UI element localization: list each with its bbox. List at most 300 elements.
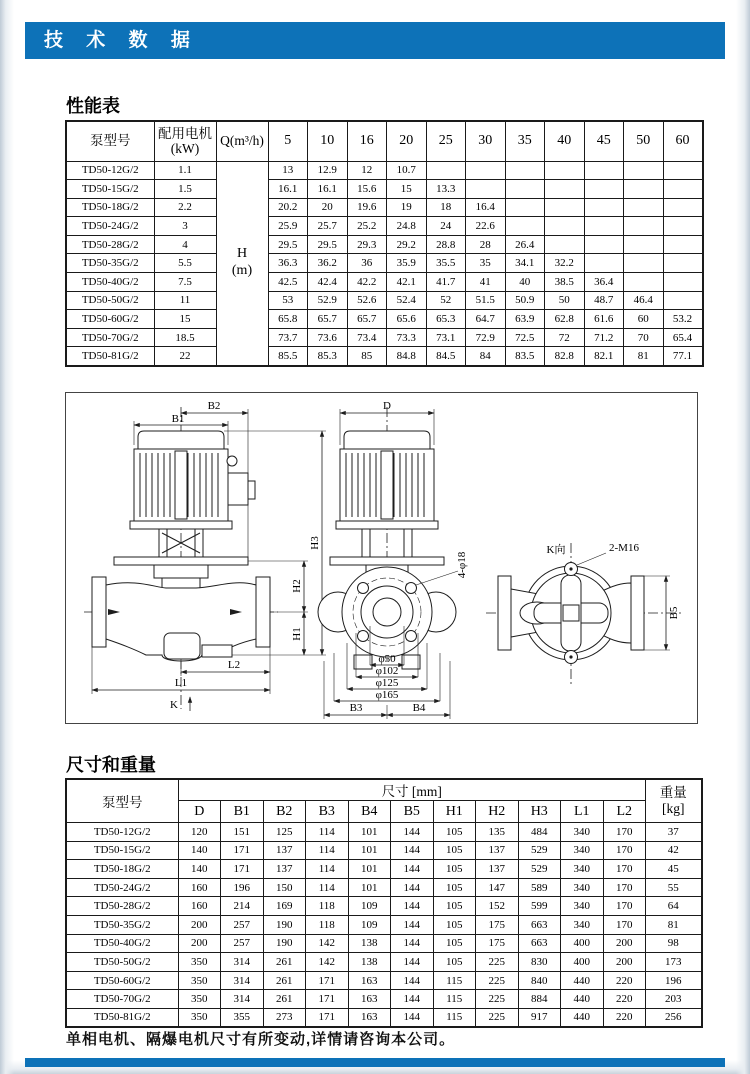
size-value-cell: 118 xyxy=(306,915,349,934)
weight-value-cell: 256 xyxy=(646,1008,702,1027)
size-value-cell: 220 xyxy=(603,971,646,990)
page-edge-left xyxy=(0,0,14,1074)
table-row xyxy=(66,841,702,860)
size-value-cell: 160 xyxy=(178,878,221,897)
size-value-cell: 400 xyxy=(561,934,604,953)
size-value-cell: 175 xyxy=(476,915,519,934)
head-value-cell xyxy=(624,161,664,180)
size-value-cell: 138 xyxy=(348,953,391,972)
size-value-cell: 150 xyxy=(263,878,306,897)
weight-value-cell: 203 xyxy=(646,990,702,1009)
pump-model-cell: TD50-35G/2 xyxy=(66,254,154,273)
head-value-cell: 84.8 xyxy=(387,347,427,366)
size-value-cell: 340 xyxy=(561,915,604,934)
head-value-cell: 28 xyxy=(466,235,506,254)
table-row xyxy=(66,971,702,990)
dim-label-l1: L1 xyxy=(174,677,188,689)
head-value-cell: 83.5 xyxy=(505,347,545,366)
size-value-cell: 135 xyxy=(476,823,519,842)
head-value-cell xyxy=(663,273,703,292)
size-value-cell: 261 xyxy=(263,953,306,972)
bolt-hole-icon xyxy=(406,583,417,594)
size-value-cell: 115 xyxy=(433,990,476,1009)
pump-top-view xyxy=(486,542,684,685)
size-value-cell: 105 xyxy=(433,878,476,897)
size-value-cell: 884 xyxy=(518,990,561,1009)
page-edge-right xyxy=(736,0,750,1074)
size-value-cell: 170 xyxy=(603,823,646,842)
head-value-cell: 41 xyxy=(466,273,506,292)
head-value-cell: 82.1 xyxy=(584,347,624,366)
table-row xyxy=(66,878,702,897)
head-value-cell: 84.5 xyxy=(426,347,466,366)
size-value-cell: 196 xyxy=(221,878,264,897)
table-row xyxy=(66,897,702,916)
size-value-cell: 115 xyxy=(433,1008,476,1027)
size-value-cell: 152 xyxy=(476,897,519,916)
head-value-cell: 65.7 xyxy=(308,310,348,329)
head-value-cell: 29.5 xyxy=(308,235,348,254)
head-value-cell: 10.7 xyxy=(387,161,427,180)
pump-model-cell: TD50-35G/2 xyxy=(66,915,178,934)
size-value-cell: 225 xyxy=(476,990,519,1009)
size-value-cell: 261 xyxy=(263,990,306,1009)
size-value-cell: 225 xyxy=(476,953,519,972)
col-header-model: 泵型号 xyxy=(66,121,154,161)
power-cell: 2.2 xyxy=(154,198,216,217)
weight-value-cell: 55 xyxy=(646,878,702,897)
size-value-cell: 175 xyxy=(476,934,519,953)
size-value-cell: 529 xyxy=(518,841,561,860)
head-value-cell: 65.4 xyxy=(663,328,703,347)
weight-value-cell: 37 xyxy=(646,823,702,842)
head-value-cell xyxy=(663,291,703,310)
size-value-cell: 140 xyxy=(178,841,221,860)
size-value-cell: 170 xyxy=(603,878,646,897)
table-row xyxy=(66,161,703,180)
pump-model-cell: TD50-12G/2 xyxy=(66,161,154,180)
size-value-cell: 101 xyxy=(348,823,391,842)
head-value-cell: 36.2 xyxy=(308,254,348,273)
col-header-flow: Q(m³/h) xyxy=(216,121,268,161)
size-value-cell: 170 xyxy=(603,860,646,879)
head-value-cell xyxy=(545,235,585,254)
head-value-cell: 42.4 xyxy=(308,273,348,292)
size-value-cell: 529 xyxy=(518,860,561,879)
size-value-cell: 840 xyxy=(518,971,561,990)
col-header-power: 配用电机 (kW) xyxy=(154,121,216,161)
head-value-cell: 81 xyxy=(624,347,664,366)
head-value-cell: 25.9 xyxy=(268,217,308,236)
dimensions-header-row1 xyxy=(66,779,702,801)
dim-label-phi50: φ50 xyxy=(378,653,396,665)
pump-model-cell: TD50-70G/2 xyxy=(66,990,178,1009)
size-value-cell: 170 xyxy=(603,841,646,860)
head-value-cell xyxy=(584,254,624,273)
dim-label-b1: B1 xyxy=(171,413,185,425)
head-value-cell: 42.5 xyxy=(268,273,308,292)
head-value-cell: 63.9 xyxy=(505,310,545,329)
size-value-cell: 214 xyxy=(221,897,264,916)
size-value-cell: 142 xyxy=(306,953,349,972)
size-value-cell: 105 xyxy=(433,860,476,879)
weight-value-cell: 196 xyxy=(646,971,702,990)
dim-label-phi165: φ165 xyxy=(375,689,399,701)
head-value-cell: 65.3 xyxy=(426,310,466,329)
size-value-cell: 663 xyxy=(518,915,561,934)
head-value-cell xyxy=(663,254,703,273)
head-value-cell: 20.2 xyxy=(268,198,308,217)
table-row xyxy=(66,273,703,292)
size-value-cell: 350 xyxy=(178,971,221,990)
pump-model-cell: TD50-81G/2 xyxy=(66,347,154,366)
dim-label-b2: B2 xyxy=(207,400,221,412)
head-value-cell: 65.7 xyxy=(347,310,387,329)
performance-table xyxy=(65,120,704,367)
size-value-cell: 170 xyxy=(603,915,646,934)
size-value-cell: 589 xyxy=(518,878,561,897)
size-header: B2 xyxy=(263,801,306,823)
head-value-cell: 36.3 xyxy=(268,254,308,273)
size-value-cell: 160 xyxy=(178,897,221,916)
size-value-cell: 400 xyxy=(561,953,604,972)
head-value-cell xyxy=(466,161,506,180)
size-value-cell: 171 xyxy=(306,971,349,990)
size-value-cell: 114 xyxy=(306,841,349,860)
pump-model-cell: TD50-81G/2 xyxy=(66,1008,178,1027)
power-cell: 4 xyxy=(154,235,216,254)
size-value-cell: 917 xyxy=(518,1008,561,1027)
pump-side-view xyxy=(84,400,326,711)
head-value-cell xyxy=(505,161,545,180)
size-value-cell: 144 xyxy=(391,915,434,934)
head-value-cell xyxy=(505,180,545,199)
head-value-cell: 46.4 xyxy=(624,291,664,310)
head-value-cell: 15 xyxy=(387,180,427,199)
size-header: B3 xyxy=(306,801,349,823)
size-value-cell: 340 xyxy=(561,823,604,842)
size-value-cell: 114 xyxy=(306,860,349,879)
head-value-cell: 51.5 xyxy=(466,291,506,310)
head-value-cell xyxy=(624,198,664,217)
head-value-cell: 61.6 xyxy=(584,310,624,329)
size-value-cell: 350 xyxy=(178,953,221,972)
terminal-box xyxy=(228,473,248,505)
head-value-cell: 34.1 xyxy=(505,254,545,273)
pump-drawing-panel xyxy=(65,392,698,724)
table-row xyxy=(66,953,702,972)
head-value-cell xyxy=(505,198,545,217)
table-row xyxy=(66,934,702,953)
flow-rate-header: 50 xyxy=(624,121,664,161)
head-value-cell: 53 xyxy=(268,291,308,310)
size-value-cell: 138 xyxy=(348,934,391,953)
size-value-cell: 220 xyxy=(603,990,646,1009)
pump-model-cell: TD50-40G/2 xyxy=(66,273,154,292)
performance-section-title: 性能表 xyxy=(66,96,120,116)
head-value-cell: 52 xyxy=(426,291,466,310)
head-value-cell xyxy=(624,217,664,236)
dim-label-phi102: φ102 xyxy=(375,665,399,677)
page-title: 技 术 数 据 xyxy=(25,22,725,59)
size-value-cell: 200 xyxy=(603,934,646,953)
dim-label-b5: B5 xyxy=(668,606,680,620)
size-value-cell: 190 xyxy=(263,934,306,953)
size-value-cell: 115 xyxy=(433,971,476,990)
head-value-cell: 36 xyxy=(347,254,387,273)
head-value-cell: 42.2 xyxy=(347,273,387,292)
head-value-cell xyxy=(545,198,585,217)
size-value-cell: 440 xyxy=(561,971,604,990)
head-value-cell: 20 xyxy=(308,198,348,217)
size-value-cell: 137 xyxy=(263,841,306,860)
size-value-cell: 105 xyxy=(433,953,476,972)
size-header: D xyxy=(178,801,221,823)
head-value-cell xyxy=(624,273,664,292)
size-value-cell: 257 xyxy=(221,915,264,934)
head-value-cell: 42.1 xyxy=(387,273,427,292)
size-value-cell: 440 xyxy=(561,990,604,1009)
head-value-cell: 72.9 xyxy=(466,328,506,347)
size-value-cell: 355 xyxy=(221,1008,264,1027)
dim-label-b4: B4 xyxy=(412,702,426,714)
pump-model-cell: TD50-15G/2 xyxy=(66,180,154,199)
head-value-cell: 73.6 xyxy=(308,328,348,347)
head-value-cell: 29.3 xyxy=(347,235,387,254)
pump-model-cell: TD50-28G/2 xyxy=(66,235,154,254)
size-value-cell: 220 xyxy=(603,1008,646,1027)
head-value-cell: 35 xyxy=(466,254,506,273)
size-header: H1 xyxy=(433,801,476,823)
dimensions-table xyxy=(65,778,703,1028)
size-header: B4 xyxy=(348,801,391,823)
table-row xyxy=(66,915,702,934)
head-value-cell: 35.5 xyxy=(426,254,466,273)
size-value-cell: 171 xyxy=(221,841,264,860)
head-value-cell xyxy=(584,217,624,236)
size-value-cell: 163 xyxy=(348,990,391,1009)
table-row xyxy=(66,180,703,199)
table-row xyxy=(66,823,702,842)
dim-label-k: K xyxy=(170,699,178,711)
head-value-cell: 16.1 xyxy=(268,180,308,199)
size-value-cell: 105 xyxy=(433,841,476,860)
size-value-cell: 144 xyxy=(391,971,434,990)
size-value-cell: 125 xyxy=(263,823,306,842)
head-value-cell: 73.1 xyxy=(426,328,466,347)
head-value-cell: 71.2 xyxy=(584,328,624,347)
head-value-cell: 16.4 xyxy=(466,198,506,217)
flow-rate-header: 20 xyxy=(387,121,427,161)
pump-front-view xyxy=(318,400,468,719)
size-value-cell: 105 xyxy=(433,934,476,953)
size-value-cell: 314 xyxy=(221,971,264,990)
table-row xyxy=(66,347,703,366)
head-value-cell: 52.6 xyxy=(347,291,387,310)
performance-header-row xyxy=(66,121,703,161)
pump-model-cell: TD50-40G/2 xyxy=(66,934,178,953)
size-value-cell: 599 xyxy=(518,897,561,916)
dim-label-h2: H2 xyxy=(291,579,303,593)
head-value-cell: 12.9 xyxy=(308,161,348,180)
head-value-cell: 13.3 xyxy=(426,180,466,199)
head-value-cell: 50 xyxy=(545,291,585,310)
size-value-cell: 144 xyxy=(391,934,434,953)
table-row xyxy=(66,291,703,310)
dim-label-l2: L2 xyxy=(227,659,241,671)
size-value-cell: 340 xyxy=(561,860,604,879)
head-value-cell: 16.1 xyxy=(308,180,348,199)
col-header-model: 泵型号 xyxy=(66,779,178,823)
head-value-cell: 52.9 xyxy=(308,291,348,310)
head-value-cell: 36.4 xyxy=(584,273,624,292)
head-value-cell: 60 xyxy=(624,310,664,329)
size-header: L1 xyxy=(561,801,604,823)
dim-label-d: D xyxy=(383,400,391,412)
size-value-cell: 163 xyxy=(348,1008,391,1027)
size-value-cell: 830 xyxy=(518,953,561,972)
table-row xyxy=(66,217,703,236)
size-header: L2 xyxy=(603,801,646,823)
lifting-eye-icon xyxy=(227,456,237,466)
size-value-cell: 147 xyxy=(476,878,519,897)
head-value-cell xyxy=(663,235,703,254)
size-value-cell: 261 xyxy=(263,971,306,990)
flow-rate-header: 35 xyxy=(505,121,545,161)
table-row xyxy=(66,860,702,879)
footer-note: 单相电机、隔爆电机尺寸有所变动,详情请咨询本公司。 xyxy=(66,1031,456,1048)
weight-value-cell: 45 xyxy=(646,860,702,879)
table-row xyxy=(66,310,703,329)
size-value-cell: 105 xyxy=(433,897,476,916)
size-value-cell: 137 xyxy=(476,860,519,879)
weight-value-cell: 81 xyxy=(646,915,702,934)
size-value-cell: 225 xyxy=(476,1008,519,1027)
power-cell: 15 xyxy=(154,310,216,329)
pump-model-cell: TD50-60G/2 xyxy=(66,310,154,329)
head-value-cell: 82.8 xyxy=(545,347,585,366)
head-value-cell xyxy=(505,217,545,236)
pump-model-cell: TD50-28G/2 xyxy=(66,897,178,916)
size-value-cell: 142 xyxy=(306,934,349,953)
head-value-cell xyxy=(545,180,585,199)
size-value-cell: 144 xyxy=(391,990,434,1009)
size-value-cell: 101 xyxy=(348,878,391,897)
view-label-k: K向 xyxy=(546,544,566,556)
power-cell: 1.5 xyxy=(154,180,216,199)
size-value-cell: 101 xyxy=(348,860,391,879)
size-value-cell: 350 xyxy=(178,990,221,1009)
dim-label-h3: H3 xyxy=(309,536,321,550)
pump-model-cell: TD50-18G/2 xyxy=(66,860,178,879)
head-value-cell xyxy=(663,198,703,217)
pump-model-cell: TD50-60G/2 xyxy=(66,971,178,990)
size-value-cell: 200 xyxy=(178,934,221,953)
size-value-cell: 151 xyxy=(221,823,264,842)
pump-model-cell: TD50-50G/2 xyxy=(66,291,154,310)
size-value-cell: 350 xyxy=(178,1008,221,1027)
pump-model-cell: TD50-15G/2 xyxy=(66,841,178,860)
head-value-cell: 24.8 xyxy=(387,217,427,236)
pump-model-cell: TD50-50G/2 xyxy=(66,953,178,972)
size-value-cell: 114 xyxy=(306,823,349,842)
head-unit-cell: H (m) xyxy=(216,161,268,366)
size-value-cell: 273 xyxy=(263,1008,306,1027)
head-value-cell: 25.2 xyxy=(347,217,387,236)
size-value-cell: 169 xyxy=(263,897,306,916)
head-value-cell: 15.6 xyxy=(347,180,387,199)
head-value-cell xyxy=(584,198,624,217)
size-value-cell: 663 xyxy=(518,934,561,953)
head-value-cell: 19 xyxy=(387,198,427,217)
head-value-cell xyxy=(624,235,664,254)
head-value-cell: 73.7 xyxy=(268,328,308,347)
pump-model-cell: TD50-12G/2 xyxy=(66,823,178,842)
size-value-cell: 171 xyxy=(306,990,349,1009)
head-value-cell: 29.5 xyxy=(268,235,308,254)
dim-label-b3: B3 xyxy=(349,702,363,714)
head-value-cell: 19.6 xyxy=(347,198,387,217)
head-value-cell xyxy=(426,161,466,180)
power-cell: 1.1 xyxy=(154,161,216,180)
size-value-cell: 101 xyxy=(348,841,391,860)
head-value-cell: 22.6 xyxy=(466,217,506,236)
power-cell: 18.5 xyxy=(154,328,216,347)
pump-dimension-drawing xyxy=(66,393,697,723)
table-row xyxy=(66,254,703,273)
dim-label-4phi18: 4-φ18 xyxy=(456,551,468,579)
size-value-cell: 440 xyxy=(561,1008,604,1027)
size-value-cell: 144 xyxy=(391,1008,434,1027)
head-value-cell: 29.2 xyxy=(387,235,427,254)
dim-label-phi125: φ125 xyxy=(375,677,399,689)
bolt-hole-icon xyxy=(358,631,369,642)
size-header: H2 xyxy=(476,801,519,823)
head-value-cell: 12 xyxy=(347,161,387,180)
head-value-cell: 62.8 xyxy=(545,310,585,329)
size-value-cell: 109 xyxy=(348,897,391,916)
head-value-cell: 52.4 xyxy=(387,291,427,310)
head-value-cell: 73.4 xyxy=(347,328,387,347)
head-value-cell xyxy=(466,180,506,199)
head-value-cell: 77.1 xyxy=(663,347,703,366)
head-value-cell: 65.6 xyxy=(387,310,427,329)
head-value-cell: 35.9 xyxy=(387,254,427,273)
head-value-cell: 26.4 xyxy=(505,235,545,254)
head-value-cell: 70 xyxy=(624,328,664,347)
flow-rate-header: 40 xyxy=(545,121,585,161)
size-value-cell: 137 xyxy=(263,860,306,879)
head-value-cell xyxy=(624,180,664,199)
flow-rate-header: 60 xyxy=(663,121,703,161)
head-value-cell: 48.7 xyxy=(584,291,624,310)
head-value-cell xyxy=(624,254,664,273)
size-value-cell: 144 xyxy=(391,823,434,842)
head-value-cell xyxy=(663,161,703,180)
head-value-cell xyxy=(545,161,585,180)
head-value-cell: 25.7 xyxy=(308,217,348,236)
size-value-cell: 120 xyxy=(178,823,221,842)
weight-value-cell: 98 xyxy=(646,934,702,953)
head-value-cell: 73.3 xyxy=(387,328,427,347)
weight-value-cell: 64 xyxy=(646,897,702,916)
size-value-cell: 314 xyxy=(221,953,264,972)
pump-model-cell: TD50-24G/2 xyxy=(66,217,154,236)
head-value-cell: 85.3 xyxy=(308,347,348,366)
pump-model-cell: TD50-18G/2 xyxy=(66,198,154,217)
size-value-cell: 225 xyxy=(476,971,519,990)
size-value-cell: 257 xyxy=(221,934,264,953)
